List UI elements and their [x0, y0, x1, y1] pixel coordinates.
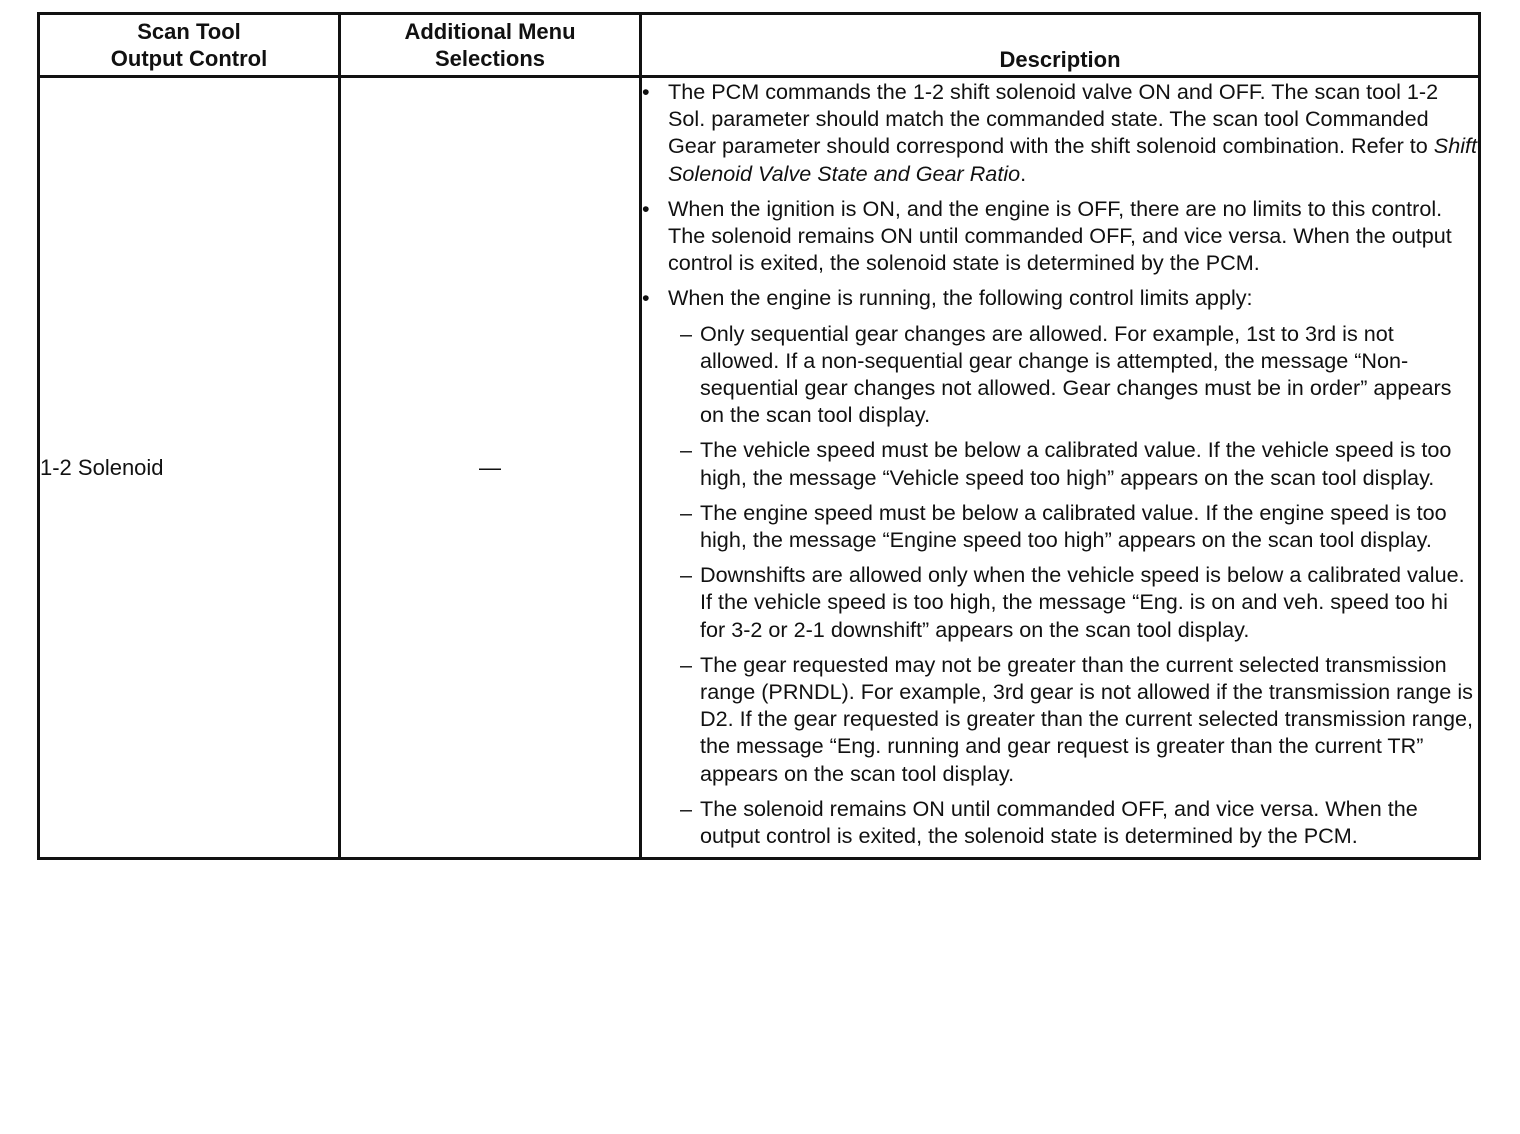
dash-mark: – [680, 651, 693, 677]
header-col1-line2: Output Control [110, 46, 268, 71]
table-header-row [39, 14, 1480, 77]
bullet-mark: • [642, 195, 650, 221]
sub-item-text: Only sequential gear changes are allowed. For example, 1st to 3rd is not allowed. If a non-sequential gear change is attempted, the message “Non-sequential gear changes not allowed. Gear changes must be in order” appears on the scan tool display. [700, 320, 1452, 428]
dash-mark: – [680, 562, 693, 588]
table-row [39, 77, 1480, 859]
header-col2-line1: Additional Menu [404, 19, 576, 44]
dash-mark: – [680, 320, 693, 346]
bullet-3-text: When the engine is running, the following control limits apply: [668, 285, 1253, 311]
sub-item-4 [642, 561, 1478, 643]
bullet-item-2 [642, 195, 1478, 277]
description-cell [641, 77, 1480, 859]
header-additional-menu-selections [340, 14, 641, 77]
sub-item-2 [642, 436, 1478, 490]
bullet-mark: • [642, 79, 650, 104]
sub-item-text: The vehicle speed must be below a calibrated value. If the vehicle speed is too high, the message “Vehicle speed too high” appears on the scan tool display. [700, 437, 1452, 490]
sub-item-text: The engine speed must be below a calibrated value. If the engine speed is too high, the message “Engine speed too high” appears on the scan tool display. [700, 499, 1447, 553]
sub-item-1 [642, 320, 1478, 429]
header-col2-line2: Selections [434, 46, 546, 71]
header-description [641, 14, 1480, 77]
sub-item-5 [642, 651, 1478, 787]
sub-item-text: Downshifts are allowed only when the vehicle speed is below a calibrated value. If the vehicle speed is too high, the message “Eng. is on and veh. speed too hi for 3-2 or 2-1 downshift” appears on the scan tool display. [700, 562, 1465, 642]
bullet-item-3 [642, 284, 1478, 311]
bullet-mark: • [642, 285, 650, 311]
bullet-1-end: . [1020, 160, 1027, 186]
bullet-item-1 [642, 78, 1478, 187]
header-col1-line1: Scan Tool [137, 19, 241, 44]
output-control-cell: 1-2 Solenoid [39, 77, 340, 859]
dash-mark: – [680, 437, 693, 463]
sub-item-text: The gear requested may not be greater than the current selected transmission range (PRNDL). For example, 3rd gear is not allowed if the transmission range is D2. If the gear requested is greater than the current selected transmission range, the message “Eng. running and gear request is greater than the current TR” appears on the scan tool display. [700, 651, 1473, 786]
bullet-1-text: The PCM commands the 1-2 shift solenoid valve ON and OFF. The scan tool 1-2 Sol. parameter should match the commanded state. The scan tool Commanded Gear parameter should correspond with the shift solenoid combination. Refer to [668, 79, 1439, 159]
sub-item-text: The solenoid remains ON until commanded OFF, and vice versa. When the output control is exited, the solenoid state is determined by the PCM. [700, 795, 1418, 849]
menu-selection-cell: — [340, 77, 641, 859]
output-control-table [37, 12, 1481, 860]
bullet-1-reference: Shift Solenoid Valve State and Gear Ratio [668, 133, 1478, 186]
bullet-2-text: When the ignition is ON, and the engine is OFF, there are no limits to this control. The solenoid remains ON until commanded OFF, and vice versa. When the output control is exited, the solenoid state is determined by the PCM. [668, 195, 1452, 276]
header-scan-tool-output-control [39, 14, 340, 77]
sub-item-3 [642, 499, 1478, 553]
sub-item-6 [642, 795, 1478, 849]
dash-mark: – [680, 499, 693, 525]
dash-mark: – [680, 795, 693, 821]
header-col3: Description [999, 47, 1121, 72]
